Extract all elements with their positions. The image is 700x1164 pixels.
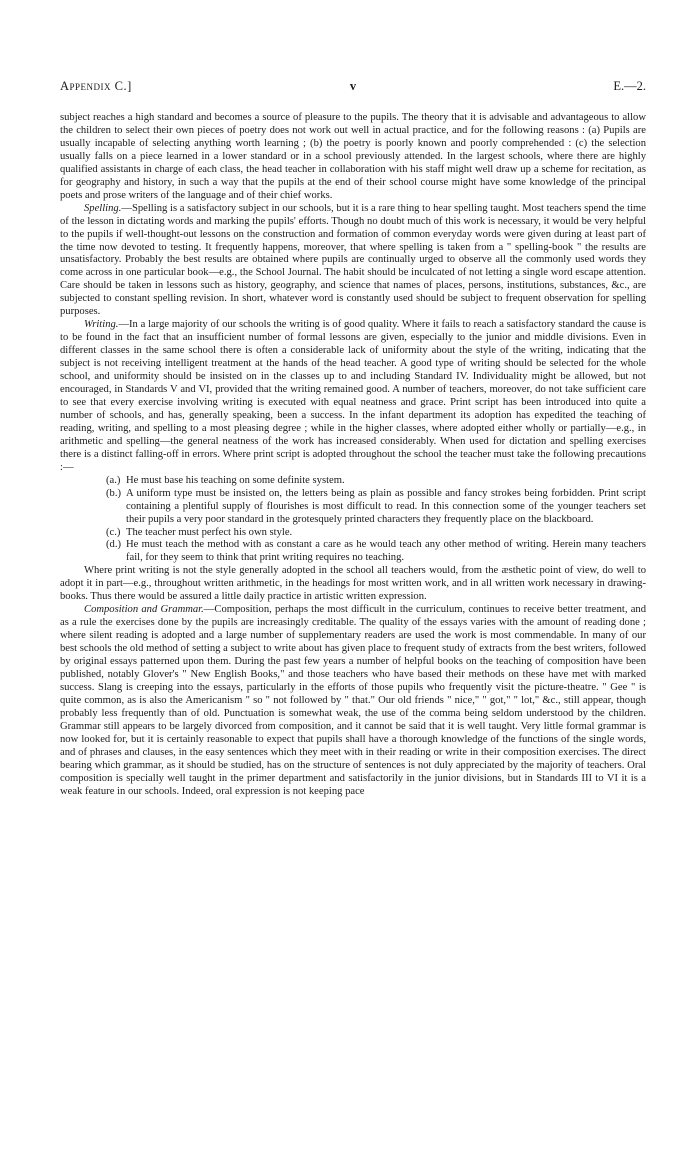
heading-spelling: Spelling. (84, 202, 122, 214)
list-item (106, 475, 646, 488)
paragraph-writing (60, 319, 646, 474)
list-item-text: He must teach the method with as constant a care as he would teach any other method of writing. Herein many teachers fail, for they seem to think that print writing requires no teaching. (126, 539, 646, 564)
heading-writing: Writing. (84, 319, 119, 331)
document-body (60, 112, 646, 799)
paragraph-print-writing: Where print writing is not the style generally adopted in the school all teachers would, from the æsthetic point of view, do well to adopt it in part—e.g., throughout written arithmetic, in the headings for most written work, and in all written work necessary in drawing-books. Thus there would be assured a little daily practice in artistic written expression. (60, 565, 646, 603)
header-page-number: v (349, 79, 357, 93)
heading-composition: Composition and Grammar. (84, 604, 204, 616)
list-item (106, 539, 646, 565)
page-header (60, 79, 646, 97)
paragraph-spelling-text: —Spelling is a satisfactory subject in our schools, but it is a rare thing to hear spelling taught. Most teachers spend the time of the lesson in dictating words and marking the pupils' efforts. Though no doubt much of this work is necessary, it would be very helpful to the pupils if well-thought-out lessons on the construction and formation of common everyday words were given during at least part of the time now devoted to testing. It frequently happens, moreover, that where spelling is taken from a " spelling-book " the results are unsatisfactory. Probably the best results are obtained where pupils are continually urged to observe all the commonly used words they come across in one particular book—e.g., the School Journal. The habit should be inculcated of not letting a single word escape attention. Care should be taken in lessons such as history, geography, and science that names of places, persons, institutions, substances, &c., are subjected to constant spelling revision. In short, whatever word is constantly used should be subject to frequent observation for spelling purposes. (60, 202, 646, 318)
list-item-text: A uniform type must be insisted on, the letters being as plain as possible and fancy strokes being forbidden. Print script containing a plentiful supply of flourishes is most difficult to read. In this connection some of the younger teachers set their pupils a very poor standard in the grotesquely printed characters they frequently place on the blackboard. (126, 487, 646, 525)
list-item-text: The teacher must perfect his own style. (126, 526, 293, 538)
list-item-marker: (c.) (106, 526, 121, 538)
paragraph-recitation: subject reaches a high standard and becomes a source of pleasure to the pupils. The theory that it is advisable and advantageous to allow the children to select their own pieces of poetry does not work out well in actual practice, and for the following reasons : (a) Pupils are usually incapable of selecting anything worth learning ; (b) the poetry is poorly known and poorly comprehended : (c) the selection usually falls on a piece learned in a lower standard or in a school previously attended. In the largest schools, where there are highly qualified assistants in charge of each class, the head teacher in collaboration with his staff might well draw up a scheme for recitation, as for geography and history, in such a way that the pupils at the end of their school course might have some knowledge of the principal poets and prose writers of the language and of their chief works. (60, 112, 646, 201)
list-item-marker: (a.) (106, 474, 121, 486)
list-item-marker: (b.) (106, 487, 122, 499)
header-appendix-label: Appendix C.] (60, 79, 132, 93)
list-item-marker: (d.) (106, 539, 122, 551)
list-item-text: He must base his teaching on some definite system. (126, 474, 345, 486)
paragraph-spelling (60, 203, 646, 320)
header-document-code: E.—2. (613, 79, 646, 93)
paragraph-composition (60, 604, 646, 798)
paragraph-composition-text: —Composition, perhaps the most difficult in the curriculum, continues to receive better treatment, and as a rule the exercises done by the pupils are increasingly creditable. The quality of the essays varies with the amount of reading done ; where silent reading is adopted and a large number of supplementary readers are used the work is most commendable. In many of our best schools the old method of setting a subject to write about has given place to frequent study of extracts from the best writers, followed by original essays patterned upon them. During the past few years a number of helpful books on the teaching of composition have been published, notably Glover's " New English Books," and those teachers who have based their methods on these have met with marked success. Slang is creeping into the essays, particularly in the efforts of those pupils who frequently visit the picture-theatre. " Gee " is quite common, as is also the Americanism " so " not followed by " that." Our old friends " nice," " got," " lot," &c., still appear, though probably less frequently than of old. Punctuation is somewhat weak, the use of the comma being seldom understood by the children. Grammar still appears to be largely divorced from composition, and it cannot be said that it is well taught. Very little formal grammar is now looked for, but it is certainly reasonable to expect that pupils shall have a thorough knowledge of the functions of the single words, and of phrases and clauses, in the easy sentences which they meet with in their reading or write in their composition exercises. The direct bearing which grammar, as it should be studied, has on the structure of sentences is not duly appreciated by the majority of teachers. Oral composition is specially well taught in the primer department and satisfactorily in the junior divisions, but in Standards III to VI it is a weak feature in our schools. Indeed, oral expression is not keeping pace (60, 604, 647, 797)
list-item (106, 527, 646, 540)
list-item (106, 488, 646, 527)
precautions-list (106, 475, 646, 566)
paragraph-writing-text: —In a large majority of our schools the writing is of good quality. Where it fails to reach a satisfactory standard the cause is to be found in the fact that an insufficient number of formal lessons are given, especially to the junior and middle divisions. Even in different classes in the same school there is often a considerable lack of uniformity about the style of the writing, indicating that the subject is not receiving intelligent treatment at the hands of the head teacher. A good type of writing should be selected for the whole school, and uniformity should be insisted on in the classes up to and including Standard IV. Individuality might be allowed, but not encouraged, in Standards V and VI, provided that the writing remained good. A number of teachers, moreover, do not take sufficient care to see that every exercise involving writing is executed with equal neatness and grace. Print script has been introduced into quite a number of schools, and has, generally speaking, been a success. In the infant department its adoption has expedited the teaching of reading, writing, and spelling to a most pleasing degree ; while in the higher classes, where adopted either wholly or partially—e.g., in arithmetic and spelling—the general neatness of the work has increased considerably. When used for dictation and spelling exercises there is a distinct falling-off in errors. Where print script is adopted throughout the school the teacher must take the following precautions :— (60, 319, 646, 473)
